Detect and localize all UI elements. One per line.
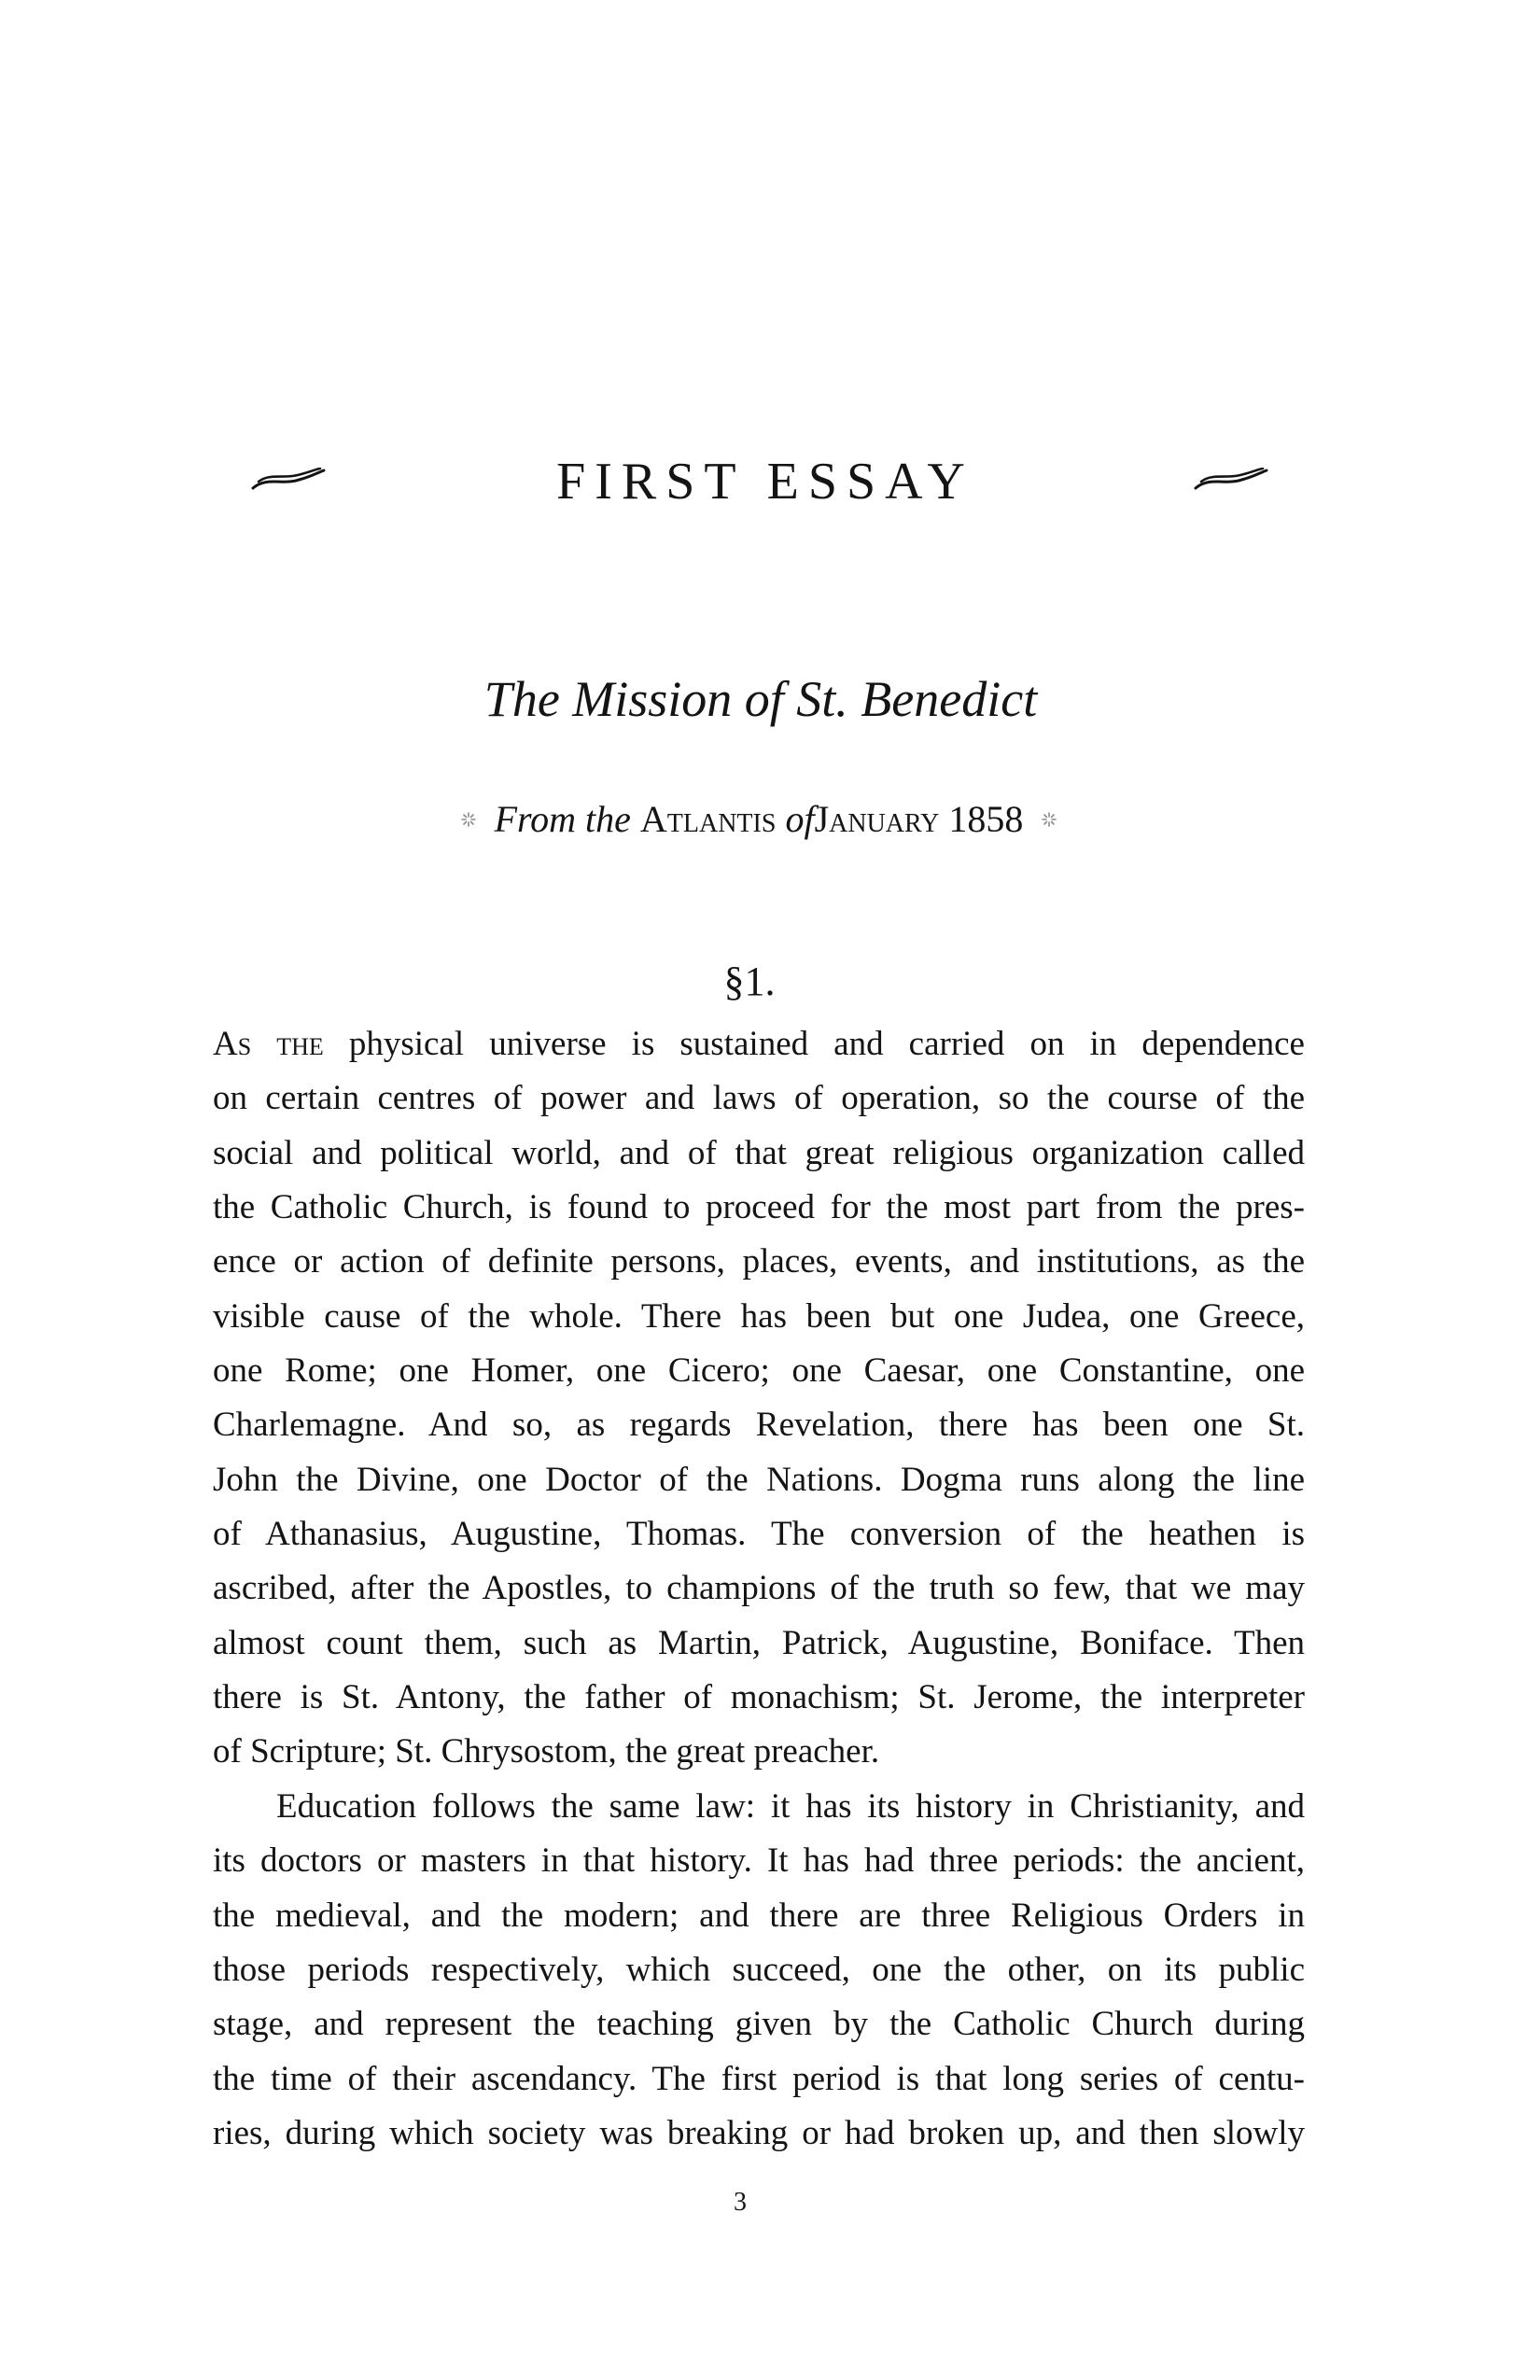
essay-source [0, 798, 1529, 840]
essay-title: The Mission of St. Benedict [483, 671, 1038, 727]
chapter-title [0, 453, 1540, 511]
body-line: Charlemagne. And so, as regards Revelation, there has been one St. [213, 1406, 1305, 1445]
lead-in-smallcaps: As the [213, 1025, 324, 1063]
body-line: the time of their ascendancy. The first period is that long series of centu- [213, 2059, 1305, 2098]
body-line: ries, during which society was breaking or had broken up, and then slowly [213, 2113, 1305, 2152]
body-line: almost count them, such as Martin, Patrick, Augustine, Boniface. Then [213, 1623, 1305, 1662]
body-line: visible cause of the whole. There has been but one Judea, one Greece, [213, 1296, 1305, 1336]
body-line: of Athanasius, Augustine, Thomas. The conversion of the heathen is [213, 1515, 1305, 1554]
body-line: of Scripture; St. Chrysostom, the great preacher. [213, 1732, 880, 1771]
star-ornament-right-icon [1042, 812, 1057, 827]
body-line [213, 1017, 1305, 1071]
body-line: its doctors or masters in that history. It has had three periods: the ancient, [213, 1841, 1305, 1881]
star-ornament-left-icon [461, 812, 476, 827]
body-line: ascribed, after the Apostles, to champions of the truth so few, that we may [213, 1569, 1305, 1608]
body-line: John the Divine, one Doctor of the Nations. Dogma runs along the line [213, 1460, 1305, 1499]
chapter-title-text: FIRST ESSAY [556, 453, 974, 511]
source-year: 1858 [948, 798, 1024, 840]
body-line: stage, and represent the teaching given by the Catholic Church during [213, 2005, 1305, 2044]
body-line: those periods respectively, which succeed, one the other, on its public [213, 1950, 1305, 1989]
page-number: 3 [734, 2188, 747, 2217]
body-line: Education follows the same law: it has its history in Christianity, and [276, 1786, 1305, 1826]
body-line-text: physical universe is sustained and carried on in dependence [323, 1025, 1305, 1063]
body-line: the medieval, and the modern; and there are three Religious Orders in [213, 1896, 1305, 1935]
body-text [213, 1017, 1305, 2161]
source-of: of [785, 798, 815, 840]
body-line: one Rome; one Homer, one Cicero; one Caesar, one Constantine, one [213, 1351, 1305, 1391]
body-line: there is St. Antony, the father of monachism; St. Jerome, the interpreter [213, 1678, 1305, 1717]
body-line: social and political world, and of that great religious organization called [213, 1133, 1305, 1172]
section-heading: §1. [723, 959, 776, 1004]
source-prefix: From the [494, 798, 631, 840]
body-line: the Catholic Church, is found to proceed for the most part from the pres- [213, 1188, 1305, 1227]
paragraph [213, 1017, 1305, 1780]
paragraph [213, 1780, 1305, 2161]
source-publication: Atlantis [639, 798, 777, 840]
body-line: on certain centres of power and laws of operation, so the course of the [213, 1079, 1305, 1118]
wave-ornament-right-icon [1192, 468, 1268, 490]
source-month: January [814, 798, 940, 840]
body-line: ence or action of definite persons, places, events, and institutions, as the [213, 1242, 1305, 1281]
